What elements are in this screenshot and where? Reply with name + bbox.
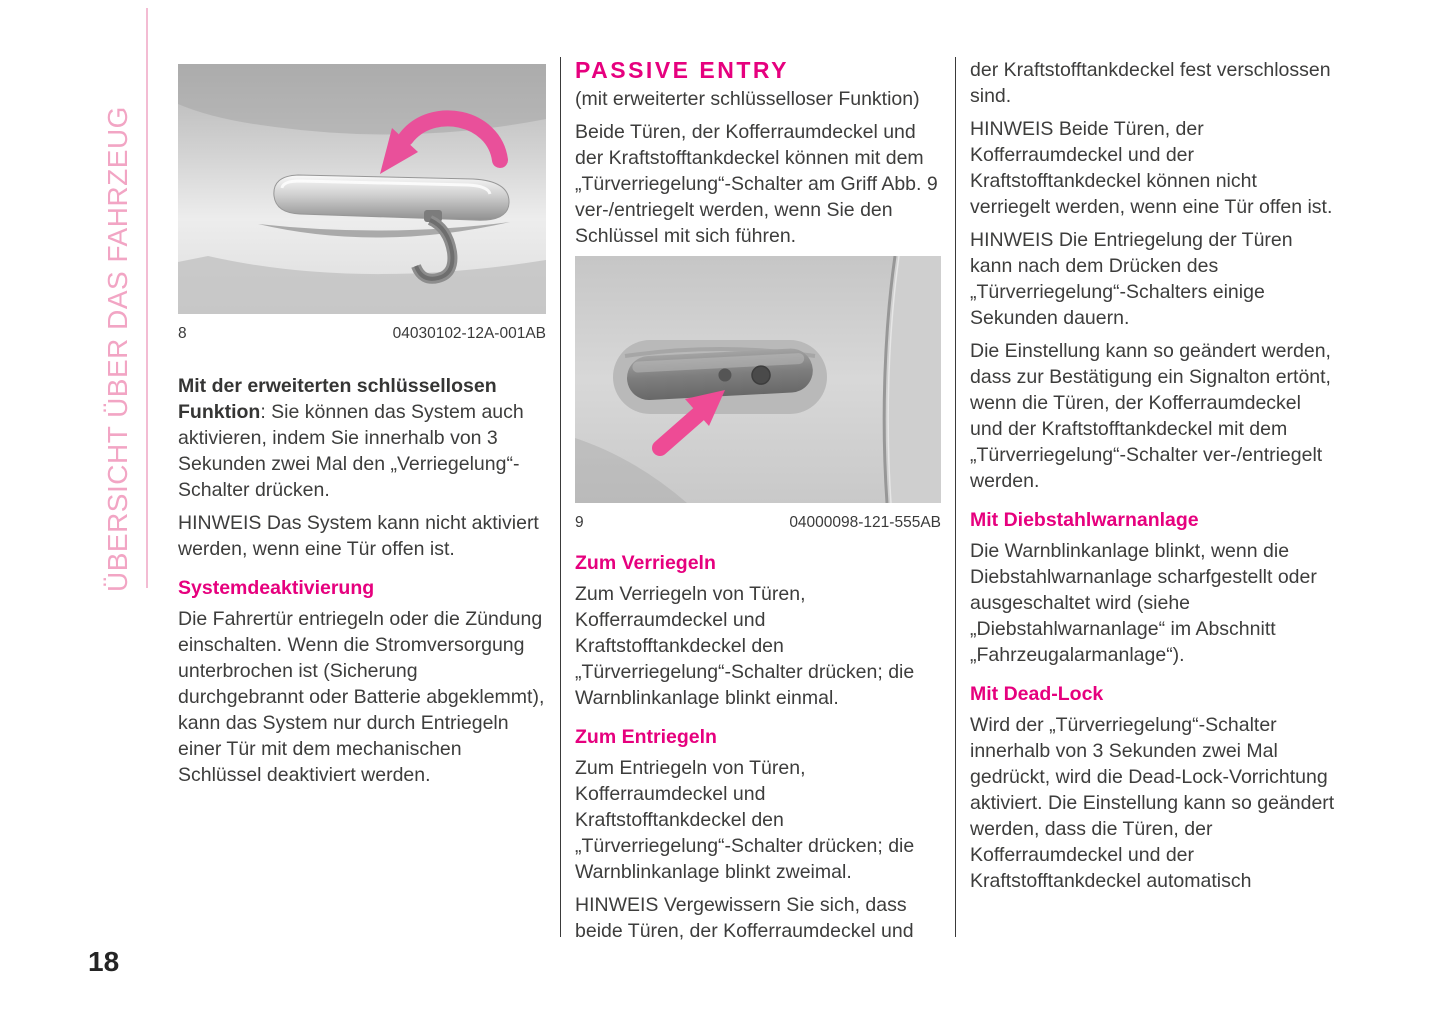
figure-number: 8 — [178, 325, 187, 342]
page-number: 18 — [88, 946, 120, 977]
paragraph-bold-lead: Mit der erweiterten schlüssellosen Funktion — [178, 375, 497, 423]
paragraph-hinweis-vergewissern: HINWEIS Vergewissern Sie sich, dass beide Türen, der Kofferraumdeckel und — [575, 894, 914, 942]
figure-code: 04030102-12A-001AB — [392, 325, 546, 342]
figure-number: 9 — [575, 514, 584, 531]
column-divider-right — [955, 57, 956, 937]
sidebar-rule — [146, 8, 148, 588]
paragraph-hinweis-beide-tueren: HINWEIS Beide Türen, der Kofferraumdeckel und der Kraftstofftankdeckel können nicht verriegelt werden, wenn eine Tür offen ist. — [970, 118, 1333, 218]
paragraph-systemdeaktivierung: Die Fahrertür entriegeln oder die Zündung einschalten. Wenn die Stromversorgung unterbrochen ist (Sicherung durchgebrannt oder Batterie abgeklemmt), kann das System nur durch Entriegeln einer Tür mit dem mechanischen Schlüssel deaktiviert werden. — [178, 608, 545, 786]
paragraph-continuation: der Kraftstofftankdeckel fest verschlossen sind. — [970, 59, 1331, 107]
paragraph-hinweis: HINWEIS Das System kann nicht aktiviert werden, wenn eine Tür offen ist. — [178, 512, 539, 560]
door-handle-button-photo — [575, 256, 941, 503]
figure-code: 04000098-121-555AB — [789, 514, 941, 531]
paragraph-entriegeln: Zum Entriegeln von Türen, Kofferraumdeckel und Kraftstofftankdeckel den „Türverriegelung“-Schalter drücken; die Warnblinkanlage blinkt zweimal. — [575, 757, 915, 883]
column-left — [178, 64, 546, 795]
section-heading-diebstahlwarnanlage: Mit Diebstahlwarnanlage — [970, 509, 1199, 531]
paragraph-lead-rest: : Sie können das System auch aktivieren, indem Sie innerhalb von 3 Sekunden zwei Mal den „Verriegelung“-Schalter drücken. — [178, 401, 524, 501]
section-heading-dead-lock: Mit Dead-Lock — [970, 683, 1104, 705]
paragraph-einstellung: Die Einstellung kann so geändert werden, dass zur Bestätigung ein Signalton ertönt, wenn die Türen, der Kofferraumdeckel und der Kraftstofftankdeckel mit dem „Türverriegelung“-Schalter ver-/entriegelt werden. — [970, 340, 1331, 492]
column-middle — [575, 57, 941, 951]
paragraph-passive-entry-intro: Beide Türen, der Kofferraumdeckel und der Kraftstofftankdeckel können mit dem „Türverriegelung“-Schalter am Griff Abb. 9 ver-/entriegelt werden, wenn Sie den Schlüssel mit sich führen. — [575, 121, 938, 247]
section-title-passive-entry: PASSIVE ENTRY — [575, 57, 789, 83]
paragraph-keyless-function — [178, 373, 546, 503]
paragraph-diebstahlwarnanlage: Die Warnblinkanlage blinkt, wenn die Diebstahlwarnanlage scharfgestellt oder ausgeschaltet wird (siehe „Diebstahlwarnanlage“ im Abschnitt „Fahrzeugalarmanlage“). — [970, 540, 1317, 666]
section-heading-zum-verriegeln: Zum Verriegeln — [575, 552, 716, 574]
paragraph-dead-lock: Wird der „Türverriegelung“-Schalter innerhalb von 3 Sekunden zwei Mal gedrückt, wird die Dead-Lock-Vorrichtung aktiviert. Die Einstellung kann so geändert werden, dass die Türen, der Kofferraumdeckel und der Kraftstofftankdeckel automatisch — [970, 714, 1335, 892]
door-handle-key-photo — [178, 64, 546, 314]
paragraph-hinweis-entriegelung: HINWEIS Die Entriegelung der Türen kann nach dem Drücken des „Türverriegelung“-Schalters einige Sekunden dauern. — [970, 229, 1293, 329]
lock-cylinder — [752, 366, 771, 385]
section-heading-zum-entriegeln: Zum Entriegeln — [575, 726, 717, 748]
figure-8-caption — [178, 321, 546, 347]
figure-9 — [575, 256, 941, 536]
sidebar-chapter-title: ÜBERSICHT ÜBER DAS FAHRZEUG — [102, 106, 133, 592]
paragraph-verriegeln: Zum Verriegeln von Türen, Kofferraumdeckel und Kraftstofftankdeckel den „Türverriegelung“-Schalter drücken; die Warnblinkanlage blinkt einmal. — [575, 583, 915, 709]
section-heading-systemdeaktivierung: Systemdeaktivierung — [178, 577, 375, 599]
figure-9-caption — [575, 510, 941, 536]
figure-8 — [178, 64, 546, 347]
section-subtitle: (mit erweiterter schlüsselloser Funktion) — [575, 88, 920, 110]
column-divider-left — [560, 57, 561, 937]
column-right — [970, 57, 1338, 901]
